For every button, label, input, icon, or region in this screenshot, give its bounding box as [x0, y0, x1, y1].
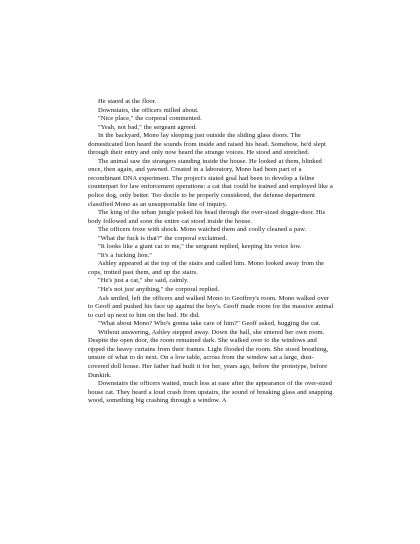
paragraph: He stared at the floor. [98, 98, 157, 105]
paragraph: Downstairs, the officers milled about. [98, 106, 199, 114]
text-run: "He's not [98, 286, 125, 294]
paragraph: "It's a fucking lion." [98, 251, 152, 259]
paragraph: Ashley appeared at the top of the stairs and called him. Mono looked away from the cops, trotted past them, and up the stairs. [88, 260, 325, 276]
paragraph: "It looks like a giant cat to me," the sergeant replied, keeping his voice low. [98, 243, 302, 251]
emphasized-word: just [124, 286, 134, 294]
paragraph: "Nice place," the corporal commented. [98, 115, 202, 123]
paragraph: The animal saw the strangers standing inside the house. He looked at them, blinked once, then again, and yawned. Created in a laboratory, Mono had been part of a recombinant DNA experiment. The project's stated goal had been to develop a feline counterpart for law enforcement operations: a cat that could be trained and employed like a police dog, only better. Too docile to be properly considered, the defense department classified Mono as an unsupportable line of inquiry. [88, 157, 333, 208]
paragraph: Downstairs the officers waited, much less at ease after the appearance of the over-sized house cat. They heard a loud crash from upstairs, the sound of breaking glass and snapping wood, something big crashing through a window. A [88, 380, 333, 405]
paragraph: Without answering, Ashley stepped away. Down the hall, she entered her own room. Despite the open door, the room remained dark. She walked over to the windows and ripped the heavy curtains from their frames. Light flooded the room. She stood breathing, unsure of what to do next. On a low table, across from the window sat a large, dust-covered doll house. Her father had built it for her, years ago, before the prototype, before Dunkirk. [88, 328, 329, 379]
paragraph-with-emphasis [88, 286, 334, 295]
paragraph: "Yeah, not bad," the sergeant agreed. [98, 123, 197, 131]
paragraph: "He's just a cat," she said, calmly. [98, 277, 189, 285]
paragraph: The officers froze with shock. Mono watched them and coolly cleaned a paw. [98, 226, 307, 234]
paragraph: In the backyard, Mono lay sleeping just outside the sliding glass doors. The domesticated lion heard the sounds from inside and raised his head. Somehow, he'd slept through their entry and only now heard the strange voices. He stood and stretched. [88, 132, 326, 157]
paragraph: The king of the urban jungle poked his head through the over-sized doggie-door. His body followed and soon the entire cat stood inside the house. [88, 209, 326, 225]
paragraph: "What the fuck is that?" the corporal exclaimed. [98, 234, 228, 242]
text-run: anything," the corporal replied. [134, 286, 220, 294]
paragraph: "What about Mono? Who's gonna take care of him?" Geoff asked, hugging the cat. [98, 320, 321, 328]
body-text [88, 98, 334, 406]
paragraph: Ash smiled, left the officers and walked Mono to Geoffrey's room. Mono walked over to Geoff and pushed his face up against the boy's. Geoff made room for the massive animal to curl up next to him on the bed. He did. [88, 294, 334, 319]
